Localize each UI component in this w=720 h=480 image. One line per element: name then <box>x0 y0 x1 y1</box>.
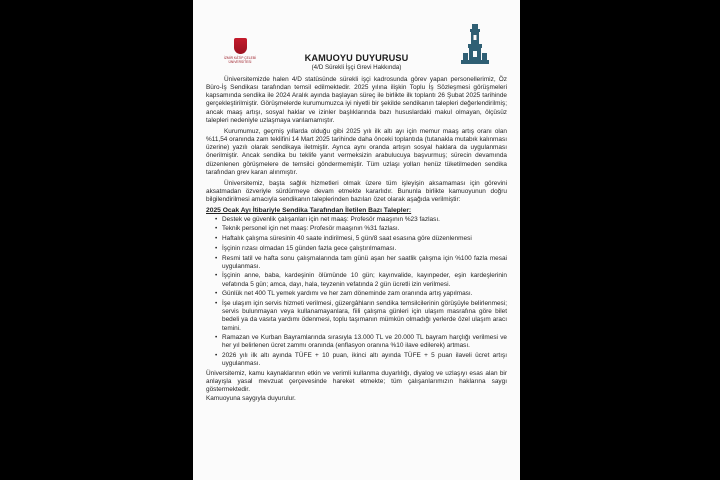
list-item: • İşçinin anne, baba, kardeşinin ölümünde 10 gün; kayınvalide, kayınpeder, eşin kardeşlerinin vefatında 5 gün; amca, dayı, hala, teyzenin vefatında 2 gün ücretli izin verilmesi. <box>215 272 507 288</box>
list-item: • Günlük net 400 TL yemek yardımı ve her zam döneminde zam oranında artış yapılması. <box>215 290 507 298</box>
announcement-body <box>206 76 507 403</box>
list-item: • 2026 yılı ilk altı ayında TÜFE + 10 puan, ikinci altı ayında TÜFE + 5 puan ilaveli ücret artışı uygulanması. <box>215 352 507 368</box>
list-item: • Haftalık çalışma süresinin 40 saate indirilmesi, 5 gün/8 saat esasına göre düzenlenmesi <box>215 235 507 243</box>
university-logo-text: İZMİR KÂTİP ÇELEBİ ÜNİVERSİTESİ <box>224 56 256 64</box>
page-subtitle: (4/D Sürekli İşçi Grevi Hakkında) <box>311 64 402 71</box>
paragraph-intro: Üniversitemizde halen 4/D statüsünde sürekli işçi kadrosunda görev yapan personellerimiz, Öz Büro-İş Sendikası tarafından temsil edilmektedir. 2025 yılına ilişkin Toplu İş Sözleşmesi görüşmeleri kapsamında sendika ile 2024 Aralık ayında başlayan süreç ile birlikte ilk toplantı 26 Şubat 2025 tarihinde gerçekleştirilmiştir. Görüşmelerde kurumumuzca iyi niyetli bir şekilde sendikanın talepleri değerlendirilmiş; ancak maaş artışı, sosyal haklar ve izinler başlıklarında bazı hususlardaki makul olmayan, ölçüsüz talepleri nedeniyle uzlaşmaya varılamamıştır. <box>206 76 507 124</box>
demands-list <box>206 216 507 369</box>
university-crest-icon <box>234 38 247 54</box>
closing-signoff: Kamuoyuna saygıyla duyurulur. <box>206 394 296 402</box>
list-item: • Destek ve güvenlik çalışanları için net maaş: Profesör maaşının %23 fazlası. <box>215 216 507 224</box>
page-title: KAMUOYU DUYURUSU <box>304 53 409 63</box>
list-item: • Ramazan ve Kurban Bayramlarında sırasıyla 13.000 TL ve 20.000 TL bayram harçlığı verilmesi ve her yıl belirlenen ücret zammı oranında (enflasyon oranına %10 ilave edilerek) artması. <box>215 334 507 350</box>
paragraph-offer: Kurumumuz, geçmiş yıllarda olduğu gibi 2025 yılı ilk altı ayı için memur maaş artış oranı olan %11,54 oranında zam teklifini 14 Mart 2025 tarihinde daha önceki toplantıda (tutanakla mutabık kalınması üzerine) yazılı olarak sendikaya iletmiştir. Ayrıca aynı oranda artışın sosyal haklara da uygulanması önerilmiştir. Ancak sendika bu teklife yanıt vermeksizin arabulucuya başvurmuş; sürecin devamında düzenlenen görüşmelere de temsilci göndermemiştir. Tüm uzlaşı yolları henüz tüketilmeden sendika tarafından grev kararı alınmıştır. <box>206 127 507 176</box>
list-item: • Teknik personel için net maaş: Profesör maaşının %31 fazlası. <box>215 225 507 233</box>
announcement-page <box>193 0 520 480</box>
title-block <box>253 53 460 72</box>
list-item: • İşçinin rızası olmadan 15 günden fazla gece çalıştırılmaması. <box>215 245 507 253</box>
list-item: • İşe ulaşım için servis hizmeti verilmesi, güzergâhların sendika temsilcilerinin görüşüyle belirlenmesi; servis bulunmayan veya kullanamayanlara, fiili çalışma günleri için ulaşım masrafına göre bilet bedeli ya da vasıta yardımı ödenmesi, toplu taşımanın mümkün olmadığı yerlerde özel ulaşım aracı temini. <box>215 300 507 333</box>
demands-heading: 2025 Ocak Ayı İtibariyle Sendika Tarafından İletilen Bazı Talepler: <box>206 207 412 215</box>
closing-paragraph: Üniversitemiz, kamu kaynaklarının etkin ve verimli kullanma duyarlılığı, diyalog ve uzlaşıyı esas alan bir anlayışla yasal mevzuat çerçevesinde hareket etmekte; tüm çalışanlarımızın haklarına saygı göstermektedir. <box>206 370 507 394</box>
tower-emblem-icon <box>456 22 494 66</box>
paragraph-commitment: Üniversitemiz, başta sağlık hizmetleri olmak üzere tüm işleyişin aksamaması için görevini aksatmadan özveriyle sürdürmeye devam etmekte kararlıdır. Bununla birlikte kamuoyunun doğru bilgilendirilmesi amacıyla sendikanın taleplerinden bazıları özet olarak aşağıda verilmiştir: <box>206 179 507 204</box>
list-item: • Resmi tatil ve hafta sonu çalışmalarında tam günü aşan her saatlik çalışma için %100 fazla mesai uygulanması. <box>215 255 507 271</box>
